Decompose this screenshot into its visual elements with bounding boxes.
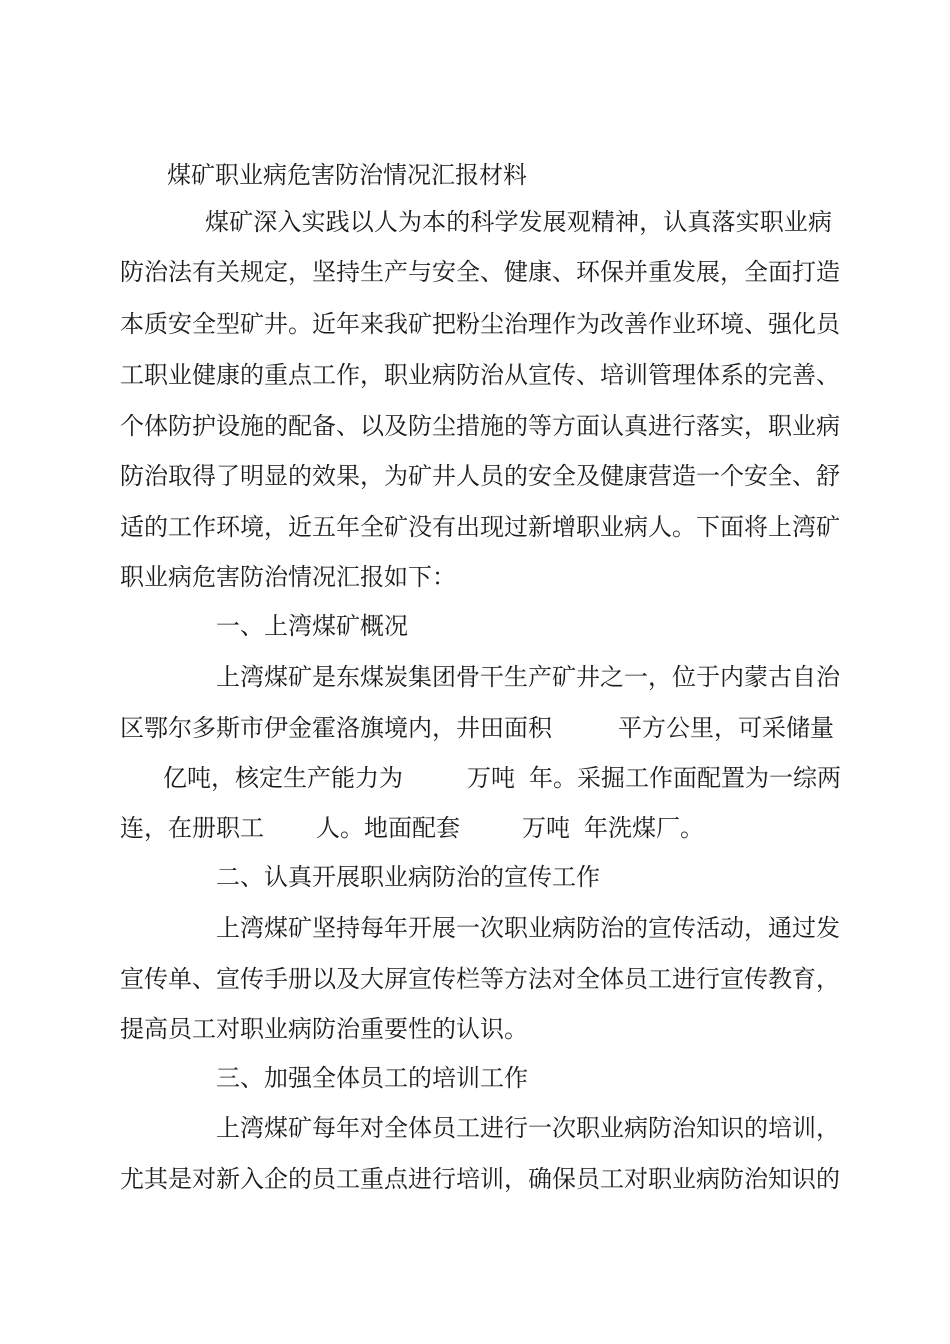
intro-line-7: 适的工作环境，近五年全矿没有出现过新增职业病人。下面将上湾矿: [120, 513, 840, 541]
intro-line-8: 职业病危害防治情况汇报如下：: [120, 563, 456, 591]
section1-line-4-part-c: 万吨: [522, 814, 570, 842]
section1-line-3-part-b: 万吨: [467, 764, 515, 792]
section1-line-4-part-d: 年洗煤厂。: [584, 814, 704, 842]
section1-line-3: [163, 763, 841, 793]
section3-line-1: 上湾煤矿每年对全体员工进行一次职业病防治知识的培训，: [216, 1114, 840, 1142]
section1-heading: 一、上湾煤矿概况: [216, 612, 408, 640]
section1-line-4-part-a: 连，在册职工: [120, 814, 264, 842]
section2-line-1: 上湾煤矿坚持每年开展一次职业病防治的宣传活动，通过发: [216, 914, 840, 942]
section1-line-2: [120, 713, 832, 743]
section1-line-4-part-b: 人。地面配套: [316, 814, 460, 842]
intro-line-2: 防治法有关规定，坚持生产与安全、健康、环保并重发展，全面打造: [120, 258, 840, 286]
section1-line-4: [120, 813, 832, 843]
section2-line-3: 提高员工对职业病防治重要性的认识。: [120, 1015, 528, 1043]
intro-line-4: 工职业健康的重点工作，职业病防治从宣传、培训管理体系的完善、: [120, 361, 840, 389]
document-title: 煤矿职业病危害防治情况汇报材料: [167, 161, 527, 189]
section1-line-3-part-a: 亿吨，核定生产能力为: [163, 764, 403, 792]
section2-heading: 二、认真开展职业病防治的宣传工作: [216, 863, 600, 891]
section1-line-3-part-c: 年。采掘工作面配置为一综两: [529, 764, 841, 792]
intro-line-6: 防治取得了明显的效果，为矿井人员的安全及健康营造一个安全、舒: [120, 462, 840, 490]
section3-heading: 三、加强全体员工的培训工作: [216, 1064, 528, 1092]
intro-line-3: 本质安全型矿井。近年来我矿把粉尘治理作为改善作业环境、强化员: [120, 310, 840, 338]
section3-line-2: 尤其是对新入企的员工重点进行培训，确保员工对职业病防治知识的: [120, 1165, 840, 1193]
intro-line-5: 个体防护设施的配备、以及防尘措施的等方面认真进行落实，职业病: [120, 412, 840, 440]
section2-line-2: 宣传单、宣传手册以及大屏宣传栏等方法对全体员工进行宣传教育，: [120, 965, 840, 993]
section1-line-2-part-a: 区鄂尔多斯市伊金霍洛旗境内，井田面积: [120, 714, 552, 742]
section1-line-2-part-b: 平方公里，可采储量: [618, 714, 834, 742]
section1-line-1: 上湾煤矿是东煤炭集团骨干生产矿井之一，位于内蒙古自治: [216, 663, 840, 691]
intro-line-1: 煤矿深入实践以人为本的科学发展观精神，认真落实职业病: [205, 208, 832, 236]
